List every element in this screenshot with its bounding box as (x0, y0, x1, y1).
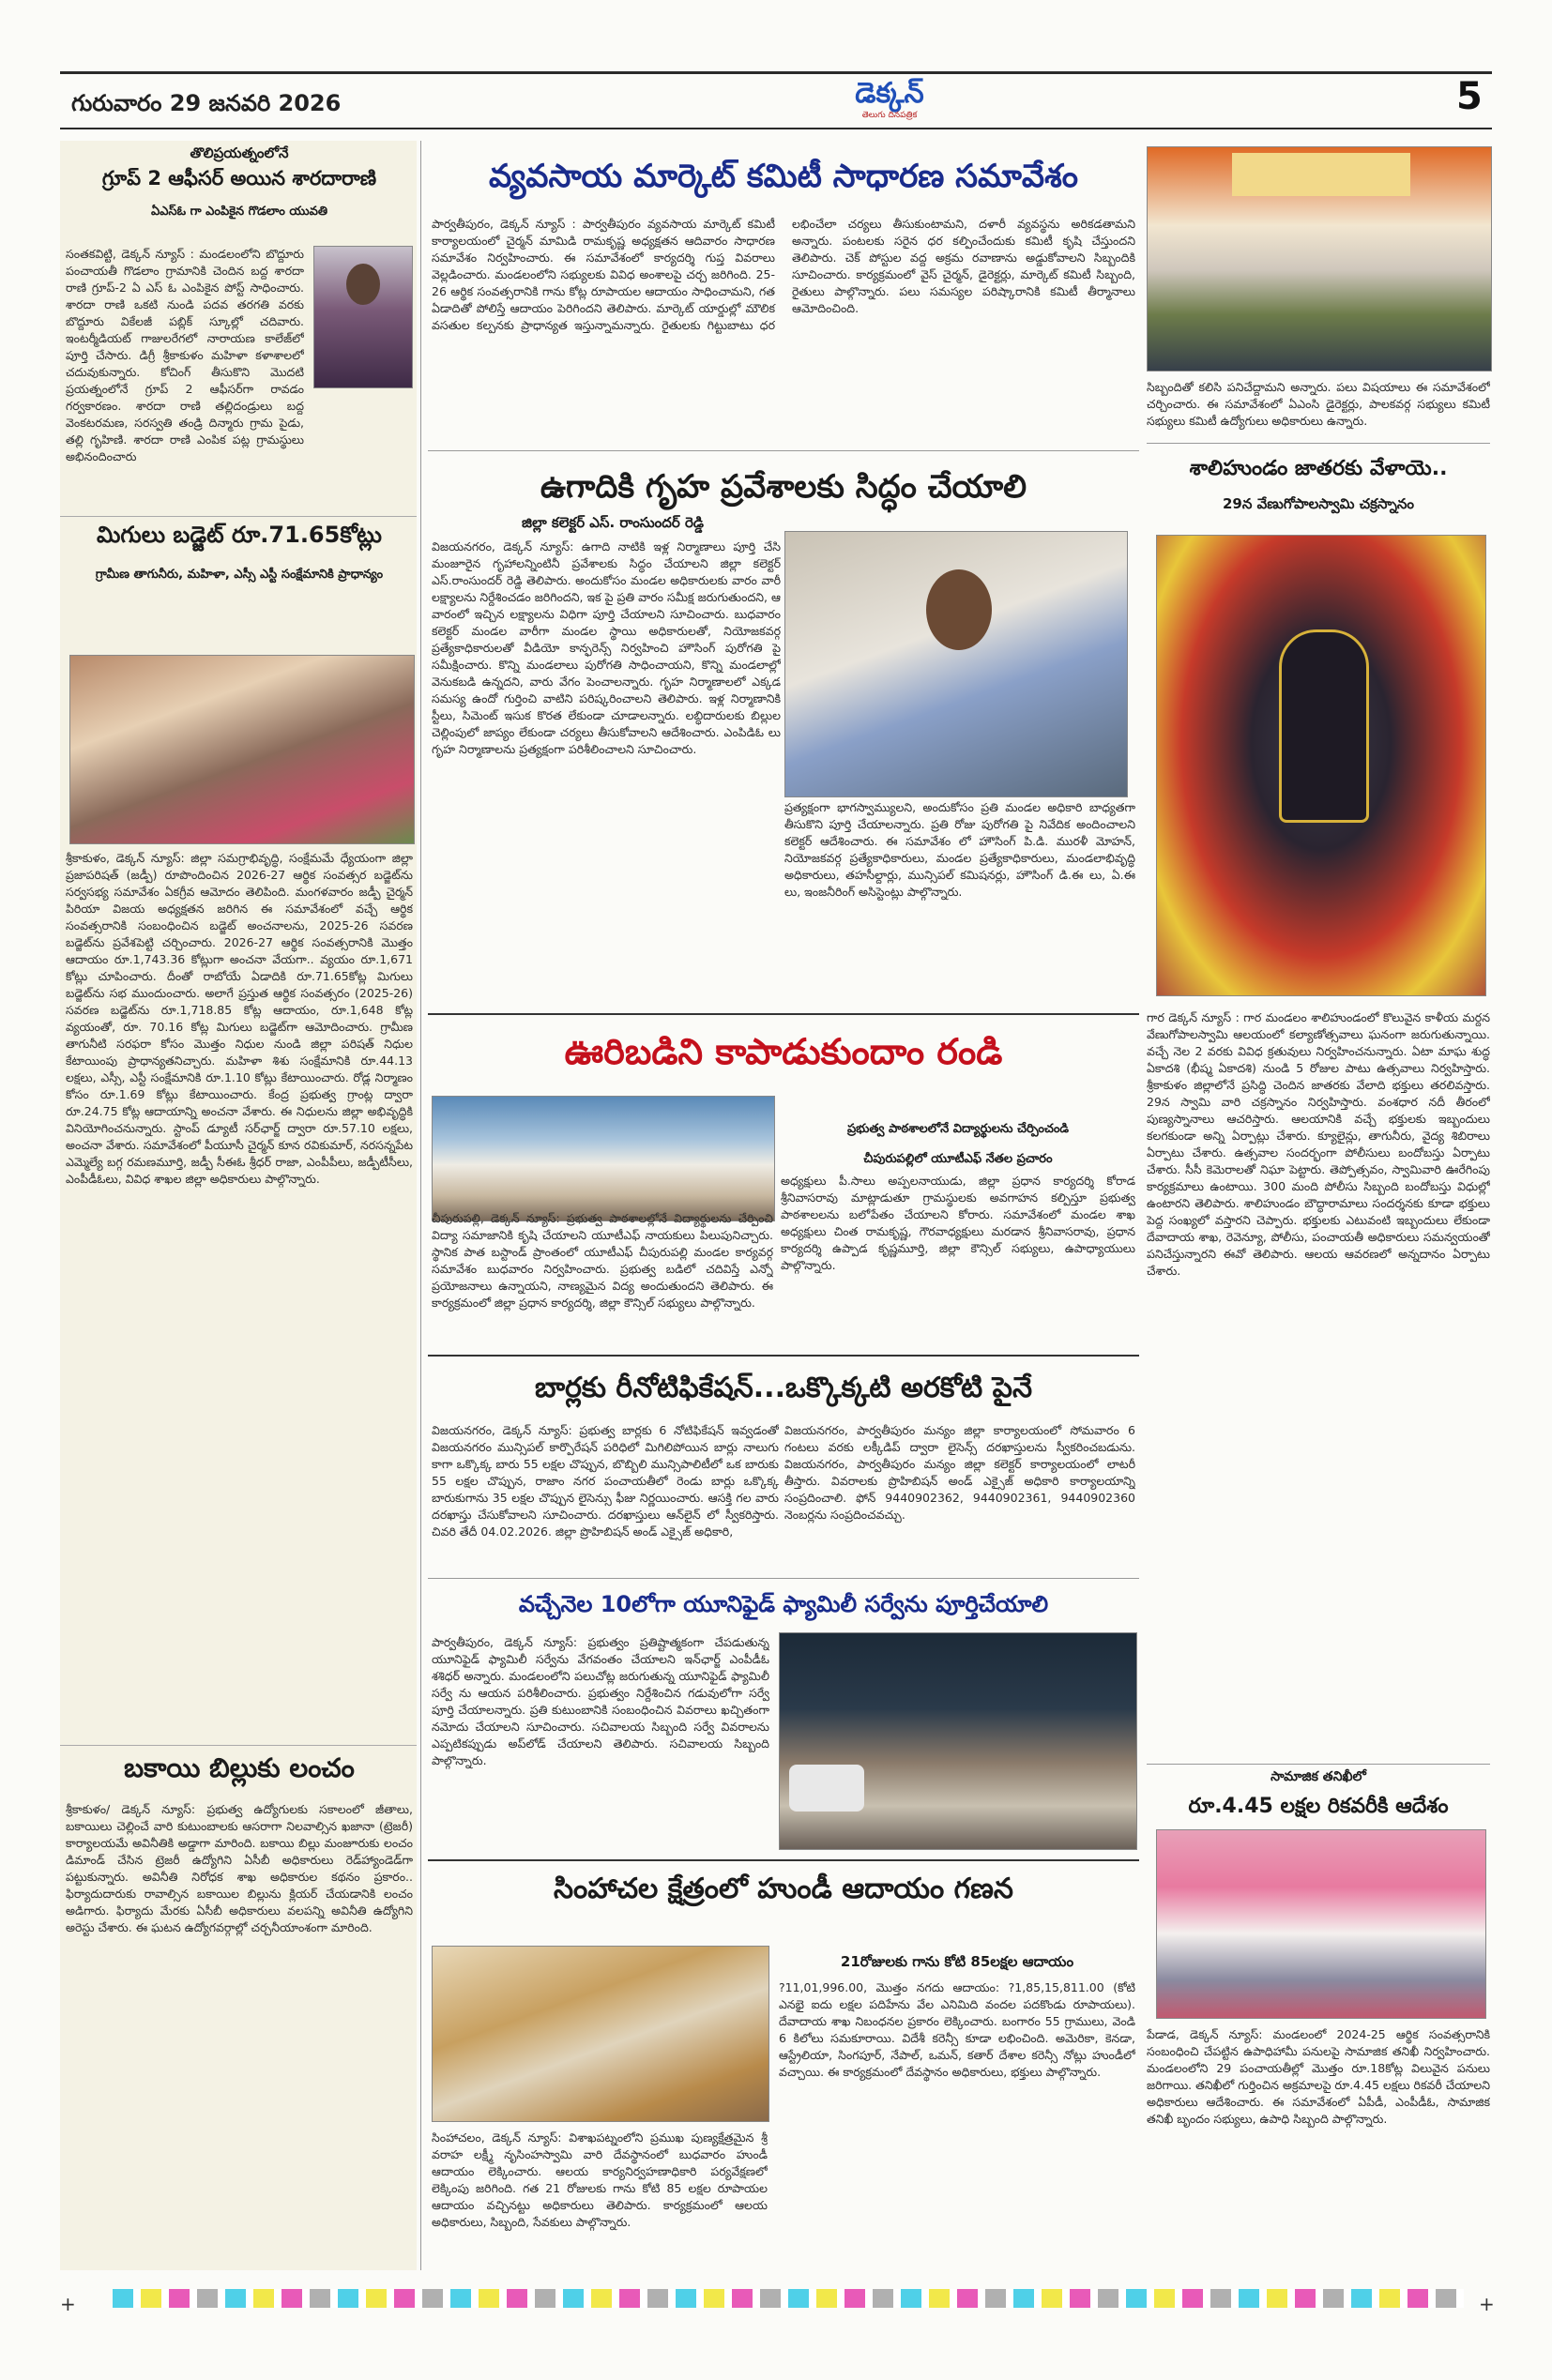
banner (1232, 153, 1410, 196)
article-kicker: తొలిప్రయత్నంలోనే (190, 144, 289, 161)
article-body-cont: ?11,01,996.00, మొత్తం నగదు ఆదాయం: ?1,85,15,811.00 (కోటి ఎనభై ఐదు లక్షల పదిహేను వేల ఎనిమిది వందల పదకొండు రూపాయలు). దేవాదాయ శాఖ నిబంధనల ప్రకారం లెక్కించారు. బంగారం 55 గ్రాములు, వెండి 6 కిలోలు సమకూరాయి. విదేశీ కరెన్సీ కూడా లభించింది. అమెరికా, కెనడా, ఆస్ట్రేలియా, సింగపూర్, నేపాల్, ఒమన్, కతార్ దేశాల కరెన్సీ నోట్లు హుండీలో వచ్చాయి. ఈ కార్యక్రమంలో దేవస్థానం అధికారులు, భక్తులు పాల్గొన్నారు. (779, 1980, 1135, 2079)
article-title: శాలిహుండం జాతరకు వేళాయె.. (1189, 457, 1448, 480)
article-body: విజయనగరం, డెక్కన్ న్యూస్: ప్రభుత్వ బార్లకు 6 నోటిఫికేషన్ ఇవ్వడంతో విజయనగరం మున్సిపల్ కార్పొరేషన్ పరిధిలో మిగిలిపోయిన బార్లు నాలుగు కాగా ఒక్కొక్క బారు 55 లక్షల చొప్పున, బొబ్బిలి మున్సిపాలిటీలో ఒక బారుకు 55 లక్షల చొప్పున, రాజాం నగర పంచాయతీలో రెండు బార్లు ఒక్కొక్క బారుకుగాను 35 లక్షల చొప్పున లైసెన్సు ఫీజు నిర్ణయించారు. ఆసక్తి గల వారు దరఖాస్తు చేసుకోవాలని సూచించారు. దరఖాస్తులు ఆన్‌లైన్ లో స్వీకరిస్తారు. చివరి తేదీ 04.02.2026. జిల్లా ప్రొహిబిషన్ అండ్ ఎక్సైజ్ అధికారి, (432, 1423, 779, 1539)
logo-tagline: తెలుగు దినపత్రిక (861, 111, 918, 120)
article-body: చీపురుపల్లి, డెక్కన్ న్యూస్: ప్రభుత్వ పాఠశాలల్లోనే విద్యార్థులను చేర్పించి విద్యా సమాజానికి కృషి చేయాలని యూటీఎఫ్ నాయకులు పిలుపునిచ్చారు. స్థానిక పాత బస్టాండ్ ప్రాంతంలో యూటీఎఫ్ చీపురుపల్లి మండల కార్యవర్గ సమావేశం బుధవారం నిర్వహించారు. ప్రభుత్వ బడిలో చదివిస్తే ఎన్నో ప్రయోజనాలు ఉన్నాయని, నాణ్యమైన విద్య అందుతుందని తెలిపారు. ఈ కార్యక్రమంలో జిల్లా ప్రధాన కార్యదర్శి, జిల్లా కౌన్సిల్ సభ్యులు పాల్గొన్నారు. (432, 1211, 773, 1310)
divider (428, 1013, 1139, 1015)
market-committee-article (428, 141, 1139, 499)
article-subtitle: జిల్లా కలెక్టర్ ఎస్. రాంసుందర్ రెడ్డి (522, 514, 704, 531)
logo-block (811, 77, 968, 129)
article-title: ఉగాదికి గృహ ప్రవేశాలకు సిద్ధం చేయాలి (540, 468, 1027, 506)
divider (428, 1578, 1139, 1579)
collector-head (926, 569, 992, 650)
article-body-cont: అధ్యక్షులు పీ.సాలు అప్పలనాయుడు, జిల్లా ప్రధాన కార్యదర్శి కోరాడ శ్రీనివాసరావు మాట్లాడుతూ గ్రామస్థులకు అవగాహన కల్పిస్తూ ప్రభుత్వ పాఠశాలలను బలోపేతం చేయాలని కోరారు. సమావేశంలో మండల శాఖ అధ్యక్షులు చింత రామకృష్ణ, గౌరవాధ్యక్షులు మరడాన శ్రీనివాసరావు, ప్రధాన కార్యదర్శి ఉప్పాడ కృష్ణమూర్తి, జిల్లా కౌన్సిల్ సభ్యులు, ఉపాధ్యాయులు పాల్గొన్నారు. (781, 1174, 1135, 1272)
sharadarani-photo (313, 246, 413, 388)
sub-article (1147, 1769, 1490, 1823)
registration-mark-right: + (1479, 2293, 1495, 2315)
print-color-bar (113, 2289, 1464, 2308)
article-body: పార్వతీపురం, డెక్కన్ న్యూస్ : పార్వతీపురం వ్యవసాయ మార్కెట్ కమిటీ కార్యాలయంలో చైర్మన్ మామిడి రామకృష్ణ అధ్యక్షతన ఆదివారం సాధారణ సమావేశం నిర్వహించారు. ఈ సమావేశంలో కార్యదర్శి గుప్త వివరాలు వెల్లడించారు. మండలంలోని సభ్యులకు వివిధ అంశాలపై చర్చ జరిగింది. 25-26 ఆర్థిక సంవత్సరానికి గాను కోట్ల రూపాయల ఆదాయం సాధించామని, గత ఏడాదితో పోలిస్తే ఆదాయం పెరిగిందని తెలిపారు. మార్కెట్ యార్డుల్లో మౌలిక వసతుల కల్పనకు ప్రాధాన్యత ఇస్తున్నామన్నారు. రైతులకు గిట్టుబాటు ధర లభించేలా చర్యలు తీసుకుంటామని, దళారీ వ్యవస్థను అరికడతామని అన్నారు. పంటలకు సరైన ధర కల్పించేందుకు కమిటీ కృషి చేస్తుందని తెలిపారు. చెక్ పోస్టుల వద్ద అక్రమ రవాణాను అడ్డుకోవాలని సిబ్బందికి సూచించారు. కార్యక్రమంలో వైస్ చైర్మన్, డైరెక్టర్లు, మార్కెట్ కమిటీ సిబ్బంది, రైతులు పాల్గొన్నారు. పలు సమస్యల పరిష్కారానికి కమిటీ తీర్మానాలు ఆమోదించింది. (432, 217, 1135, 332)
article-body: విజయనగరం, డెక్కన్ న్యూస్: ఉగాది నాటికి ఇళ్ల నిర్మాణాలు పూర్తి చేసి మంజూరైన గృహాలన్నింటినీ ప్రవేశాలకు సిద్ధం చేయాలని జిల్లా కలెక్టర్ ఎస్.రాంసుందర్ రెడ్డి తెలిపారు. అందుకోసం మండల అధికారులకు వారం వారీ లక్ష్యాలను నిర్దేశించడం జరిగిందని, ఇక పై ప్రతి వారం సమీక్ష జరుగుతుందని, ఆ వారంలో ఇచ్చిన లక్ష్యాలను విధిగా పూర్తి చేయాలని సూచించారు. బుధవారం కలెక్టర్ మండల వారీగా మండల స్థాయి అధికారులతో, నియోజకవర్గ ప్రత్యేకాధికారులతో వీడియో కాన్ఫరెన్స్ నిర్వహించి హౌసింగ్ పురోగతి పై సమీక్షించారు. కొన్ని మండలాలు పురోగతి సాధించాయని, కొన్ని మండలాల్లో వెనుకబడి ఉన్నదని, వారు వేగం పెంచాలన్నారు. గృహ నిర్మాణాలలో ఎక్కడ సమస్య ఉందో గుర్తించి వాటిని పరిష్కరించాలని తెలిపారు. ఇళ్ల నిర్మాణానికి స్టీలు, సిమెంట్ ఇసుక కొరత లేకుండా చూడాలన్నారు. లబ్ధిదారులకు బిల్లుల చెల్లింపులో జాప్యం లేకుండా చర్యలు తీసుకోవాలని ఆదేశించారు. ఎంపిడిఓ లు గృహ నిర్మాణాలను ప్రత్యక్షంగా పరిశీలించాలని సూచించారు. (432, 539, 781, 756)
masthead-top-rule (60, 71, 1492, 74)
article-subtitle: ఏఎస్‌ఓ గా ఎంపికైన గొడలాం యువతి (151, 205, 327, 219)
article-budget (66, 522, 413, 585)
logo: డెక్కన్ (855, 77, 924, 110)
divider (60, 1745, 417, 1746)
sub-title: రూ.4.45 లక్షల రికవరీకి ఆదేశం (1188, 1795, 1449, 1818)
article-subtitle: 29న వేణుగోపాలస్వామి చక్రస్నానం (1222, 495, 1415, 512)
article-title: వ్యవసాయ మార్కెట్ కమిటీ సాధారణ సమావేశం (488, 158, 1079, 195)
article-body-cont: విజయనగరం, పార్వతీపురం మన్యం జిల్లా కార్యాలయంలో సోమవారం 6 గంటలు వరకు లక్కీడిప్ ద్వారా లైసెన్స్ దరఖాస్తులను స్వీకరించబడును. విజయనగరం, పార్వతీపురం మన్యం జిల్లా కలెక్టర్ కార్యాలయంలో లాటరీ తీస్తారు. వివరాలకు ప్రొహిబిషన్ అండ్ ఎక్సైజ్ అధికారి కార్యాలయాన్ని సంప్రదించాలి. ఫోన్ 9440902362, 9440902361, 9440902360 నెంబర్లను సంప్రదించవచ్చు. (784, 1423, 1135, 1522)
masthead (60, 71, 1492, 131)
column-rule (420, 141, 421, 2270)
article-body: సింహాచలం, డెక్కన్ న్యూస్: విశాఖపట్నంలోని ప్రముఖ పుణ్యక్షేత్రమైన శ్రీ వరాహ లక్ష్మీ నృసింహస్వామి వారి దేవస్థానంలో బుధవారం హుండీ ఆదాయం లెక్కించారు. ఆలయ కార్యనిర్వహణాధికారి పర్యవేక్షణలో లెక్కింపు జరిగింది. గత 21 రోజులకు గాను కోటి 85 లక్షల రూపాయల ఆదాయం వచ్చినట్టు అధికారులు తెలిపారు. కార్యక్రమంలో ఆలయ అధికారులు, సిబ్బంది, సేవకులు పాల్గొన్నారు. (432, 2130, 768, 2229)
divider (428, 1355, 1139, 1357)
divider (1147, 443, 1490, 444)
issue-date: గురువారం 29 జనవరి 2026 (71, 90, 342, 116)
utf-meeting-photo (432, 1096, 775, 1221)
divider (428, 450, 1139, 451)
sub-kicker: ప్రభుత్వ పాఠశాలలోనే విద్యార్థులను చేర్పించండి (846, 1122, 1070, 1136)
divider (428, 1859, 1139, 1861)
sub-title: చీపురుపల్లిలో యూటీఎఫ్ నేతల ప్రచారం (863, 1152, 1053, 1166)
collector-photo (784, 531, 1128, 797)
hundi-counting-photo (432, 1946, 769, 2122)
article-body: పేడాడ, డెక్కన్ న్యూస్: మండలంలో 2024-25 ఆర్థిక సంవత్సరానికి సంబంధించి చేపట్టిన ఉపాధిహామీ పనులపై సామాజిక తనిఖీ నిర్వహించారు. మండలంలోని 29 పంచాయతీల్లో మొత్తం రూ.18కోట్ల విలువైన పనులు జరిగాయి. తనిఖీలో గుర్తించిన అక్రమాలపై రూ.4.45 లక్షలు రికవరీ చేయాలని అధికారులు ఆదేశించారు. ఈ సమావేశంలో ఏపీడీ, ఎంపీడీఓ, సామాజిక తనిఖీ బృందం సభ్యులు, ఉపాధి సిబ్బంది పాల్గొన్నారు. (1147, 2027, 1490, 2126)
photo-caption: సిబ్బందితో కలిసి పనిచేద్దామని అన్నారు. పలు విషయాలు ఈ సమావేశంలో చర్చించారు. ఈ సమావేశంలో ఏఎంసి డైరెక్టర్లు, పాలకవర్గ సభ్యులు కమిటీ సభ్యులు కమిటీ ఉద్యోగులు అధికారులు ఉన్నారు. (1147, 380, 1490, 428)
survey-photo (779, 1632, 1137, 1850)
article-title: గ్రూప్ 2 ఆఫీసర్ అయిన శారదారాణి (101, 167, 377, 189)
market-committee-photo (1147, 146, 1492, 371)
ooribadi-subhead (781, 1122, 1135, 1169)
article-body: సంతకవిట్టి, డెక్కన్ న్యూస్ : మండలంలోని బొద్దూరు పంచాయతీ గొడలాం గ్రామానికి చెందిన బద్ద శారదా రాణి గ్రూప్-2 ఏ ఎస్ ఓ ఎంపికైన పోస్ట్ సాధించారు. శారదా రాణి ఒకటి నుండి పదవ తరగతి వరకు బొద్దూరు వికేలజీ పబ్లిక్ స్కూల్లో చదివారు. ఇంటర్మీడియట్ గాజులరేగ‌లో నారాయణ కాలేజ్‌లో పూర్తి చేసారు. డిగ్రీ శ్రీకాకుళం మహిళా కళాశాలలో చదువుకున్నారు. కోచింగ్ తీసుకొని మొదటి ప్రయత్నంలోనే గ్రూప్ 2 ఆఫీసర్‌గా రావడం గర్వకారణం. శారదా రాణి తల్లిదండ్రులు బద్ద వెంకటరమణ, సరస్వతి తండ్రి దిన్మారు గ్రామ పైడు, తల్లి గృహిణి. శారదా రాణి ఎంపిక పట్ల గ్రామస్థులు అభినందించారు (66, 247, 304, 463)
article-title: ఊరిబడిని కాపాడుకుందాం రండి (564, 1031, 1003, 1072)
divider (60, 516, 417, 517)
social-audit-photo (1156, 1829, 1486, 2019)
article-body: శ్రీకాకుళం, డెక్కన్ న్యూస్: జిల్లా సమగ్రాభివృద్ధి, సంక్షేమమే ధ్యేయంగా జిల్లా ప్రజాపరిషత్ (జడ్పీ) రూపొందించిన 2026-27 ఆర్థిక సంవత్సర బడ్జెట్‌ను సర్వసభ్య సమావేశం ఏకగ్రీవ ఆమోదం తెలిపింది. మంగళవారం జడ్పీ చైర్మన్ పిరియా విజయ అధ్యక్షతన జరిగిన ఈ సమావేశంలో వచ్చే ఆర్థిక సంవత్సరానికి సంబంధించిన బడ్జెట్ అంచనాలను, 2025-26 సవరణ బడ్జెట్‌ను ప్రవేశపెట్టి చర్చించారు. 2026-27 ఆర్థిక సంవత్సరానికి మొత్తం ఆదాయం రూ.1,743.36 కోట్లుగా అంచనా వేయగా.. వ్యయం రూ.1,671 కోట్లు చూపించారు. దీంతో రాబోయే ఏడాదికి రూ.71.65కోట్ల మిగులు బడ్జెట్‌ను సభ ముందుంచారు. అలాగే ప్రస్తుత ఆర్థిక సంవత్సరం (2025-26) సవరణ బడ్జెట్‌ను రూ.1,718.85 కోట్ల ఆదాయం, రూ.1,648 కోట్ల వ్యయంతో, రూ. 70.16 కోట్ల మిగులు బడ్జెట్‌గా ఆమోదించారు. గ్రామీణ తాగునీటి సరఫరా కోసం మొత్తం నిధుల నుండి జిల్లా పరిషత్ నిధుల కేటాయింపు ప్రాధాన్యతనిచ్చారు. మహిళా శిశు సంక్షేమానికి రూ.44.13 లక్షలు, ఎస్సీ, ఎస్టీ సంక్షేమానికి రూ.1.10 కోట్లు కేటాయించారు. రోడ్ల నిర్మాణం కోసం రూ.1.69 కోట్లు కేటాయించారు. కేంద్ర ప్రభుత్వ గ్రాంట్ల ద్వారా రూ.24.75 కోట్ల ఆదాయాన్ని అంచనా వేశారు. ఈ నిధులను జిల్లా అభివృద్ధికి వినియోగించనున్నారు. స్టాంప్ డ్యూటీ సర్‌ఛార్జ్ ద్వారా రూ.57.10 లక్షలు, అంచనా వేశారు. సమావేశంలో పీయూసీ చైర్మన్ కూన రవికుమార్, నరసన్నపేట ఎమ్మెల్యే బగ్గ రమణమూర్తి, జడ్పీ సీఈఓ శ్రీధర్ రాజా, ఎంపీపీలు, జడ్పీటీసీలు, ఎంపీడీఓలు, వివిధ శాఖల జిల్లా అధికారులు పాల్గొన్నారు. (66, 851, 413, 1186)
divider (1147, 1764, 1490, 1765)
article-body-cont: ప్రత్యక్షంగా భాగస్వామ్యులని, అందుకోసం ప్రతి మండల అధికారి బాధ్యతగా తీసుకొని పూర్తి చేయాలన్నారు. ప్రతి రోజు పురోగతి పై నివేదిక అందించాలని కలెక్టర్ ఆదేశించారు. ఈ సమావేశం లో హౌసింగ్ పి.డి. మురళీ మోహన్, నియోజకవర్గ ప్రత్యేకాధికారులు, మండల ప్రత్యేకాధికారులు, మండలాభివృద్ధి అధికారులు, తహసీల్దార్లు, మున్సిపల్ కమిషనర్లు, హౌసింగ్ డి.ఈ లు, ఏ.ఈ లు, ఇంజనీరింగ్ అసిస్టెంట్లు పాల్గొన్నారు. (784, 800, 1135, 899)
parked-car (789, 1765, 864, 1812)
simhachalam-subhead: 21రోజులకు గాను కోటి 85లక్షల ఆదాయం (840, 1953, 1074, 1970)
article-title: బకాయి బిల్లుకు లంచం (124, 1752, 355, 1783)
masthead-bottom-rule (60, 128, 1492, 129)
article-title: మిగులు బడ్జెట్ రూ.71.65కోట్లు (97, 522, 382, 548)
article-title: బార్లకు రీనోటిఫికేషన్...ఒక్కొక్కటి అరకోటి పైనే (534, 1372, 1033, 1404)
article-body: శ్రీకాకుళం/ డెక్కన్ న్యూస్: ప్రభుత్వ ఉద్యోగులకు సకాలంలో జీతాలు, బకాయిలు చెల్లించే వారి కుటుంబాలకు ఆసరాగా నిలవాల్సిన ఖజానా (ట్రెజరీ) కార్యాలయమే అవినీతికి అడ్డాగా మారింది. బకాయి బిల్లు మంజూరుకు లంచం డిమాండ్ చేసిన ట్రెజరీ ఉద్యోగిని ఏసీబీ అధికారులు రెడ్‌హ్యాండెడ్‌గా పట్టుకున్నారు. అవినీతి నిరోధక శాఖ అధికారుల కథనం ప్రకారం.. ఫిర్యాదుదారుకు రావాల్సిన బకాయిల బిల్లును క్లియర్ చేయడానికి లంచం అడిగారు. ఫిర్యాదు మేరకు ఏసీబీ అధికారులు వలపన్ని అవినీతి ఉద్యోగిని అరెస్టు చేశారు. ఈ ఘటన ఉద్యోగవర్గాల్లో చర్చనీయాంశంగా మారింది. (66, 1802, 413, 1934)
registration-mark-left: + (60, 2293, 76, 2315)
article-title: వచ్చేనెల 10లోగా యూనిఫైడ్ ఫ్యామిలీ సర్వేను పూర్తిచేయాలి (518, 1591, 1049, 1617)
deity-figure (1279, 629, 1369, 823)
article-sharadarani (66, 144, 413, 221)
person-silhouette (346, 264, 380, 305)
zp-meeting-photo (69, 655, 415, 844)
temple-deity-photo (1156, 535, 1486, 996)
article-title: సింహాచల క్షేత్రంలో హుండీ ఆదాయం గణన (554, 1872, 1013, 1905)
page-number: 5 (1456, 75, 1483, 118)
sub-kicker: సామాజిక తనిఖీలో (1271, 1769, 1366, 1784)
article-bribe (66, 1752, 413, 1790)
left-column (60, 141, 417, 2270)
article-subtitle: గ్రామీణ తాగునీరు, మహిళా, ఎస్సీ ఎస్టీ సంక్షేమానికి ప్రాధాన్యం (95, 568, 384, 582)
article-body: పార్వతీపురం, డెక్కన్ న్యూస్: ప్రభుత్వం ప్రతిష్టాత్మకంగా చేపడుతున్న యూనిఫైడ్ ఫ్యామిలీ సర్వేను వేగవంతం చేయాలని ఇన్‌ఛార్జ్ ఎంపీడీఓ శశిధర్ అన్నారు. మండలంలోని పలుచోట్ల జరుగుతున్న యూనిఫైడ్ ఫ్యామిలీ సర్వే ను ఆయన పరిశీలించారు. ప్రభుత్వం నిర్దేశించిన గడువులోగా సర్వే పూర్తి చేయాలన్నారు. ప్రతి కుటుంబానికి సంబంధించిన వివరాలు ఖచ్చితంగా నమోదు చేయాలని సూచించారు. సచివాలయ సిబ్బంది సర్వే వివరాలను ఎప్పటికప్పుడు అప్‌లోడ్ చేయాలని తెలిపారు. సచివాలయ సిబ్బంది పాల్గొన్నారు. (432, 1635, 769, 1767)
article-body: గార డెక్కన్ న్యూస్ : గార మండలం శాలిహుండంలో కొలువైన కాళీయ మర్దన వేణుగోపాలస్వామి ఆలయంలో కల్యాణోత్సవాలు ఘనంగా జరుగుతున్నాయి. వచ్చే నెల 2 వరకు వివిధ క్రతువులు నిర్వహించనున్నారు. ఏటా మాఘ శుద్ధ ఏకాదశి (భీష్మ ఏకాదశి) నుండి 5 రోజుల పాటు ఉత్సవాలు నిర్వహిస్తారు. శ్రీకాకుళం జిల్లాలోనే ప్రసిద్ధి చెందిన జాతరకు వేలాది భక్తులు తరలివస్తారు. 29న స్వామి వారి చక్రస్నానం నిర్వహిస్తారు. వంశధార నదీ తీరంలో పుణ్యస్నానాలు ఆచరిస్తారు. ఆలయానికి వచ్చే భక్తులకు ఇబ్బందులు కలగకుండా అన్ని ఏర్పాట్లు చేశారు. క్యూలైన్లు, తాగునీరు, వైద్య శిబిరాలు ఏర్పాటు చేశారు. ఉత్సవాల సందర్భంగా పోలీసులు బందోబస్తు ఏర్పాటు చేశారు. సీసీ కెమెరాలతో నిఘా పెట్టారు. తెప్పోత్సవం, స్వామివారి ఊరేగింపు కార్యక్రమాలు ఉంటాయి. 300 మంది పోలీసు సిబ్బంది బందోబస్తు విధుల్లో ఉంటారని తెలిపారు. శాలిహుండం బౌద్ధారామాలు సందర్శనకు కూడా భక్తులు పెద్ద సంఖ్యలో వస్తారని చెప్పారు. భక్తులకు ఎటువంటి ఇబ్బందులు లేకుండా దేవాదాయ శాఖ, రెవెన్యూ, పోలీసు, పంచాయతీ అధికారులు సమన్వయంతో పనిచేస్తున్నారని ఈవో తెలిపారు. ఆలయ ఆవరణలో అన్నదానం ఏర్పాటు చేశారు. (1147, 1010, 1490, 1278)
